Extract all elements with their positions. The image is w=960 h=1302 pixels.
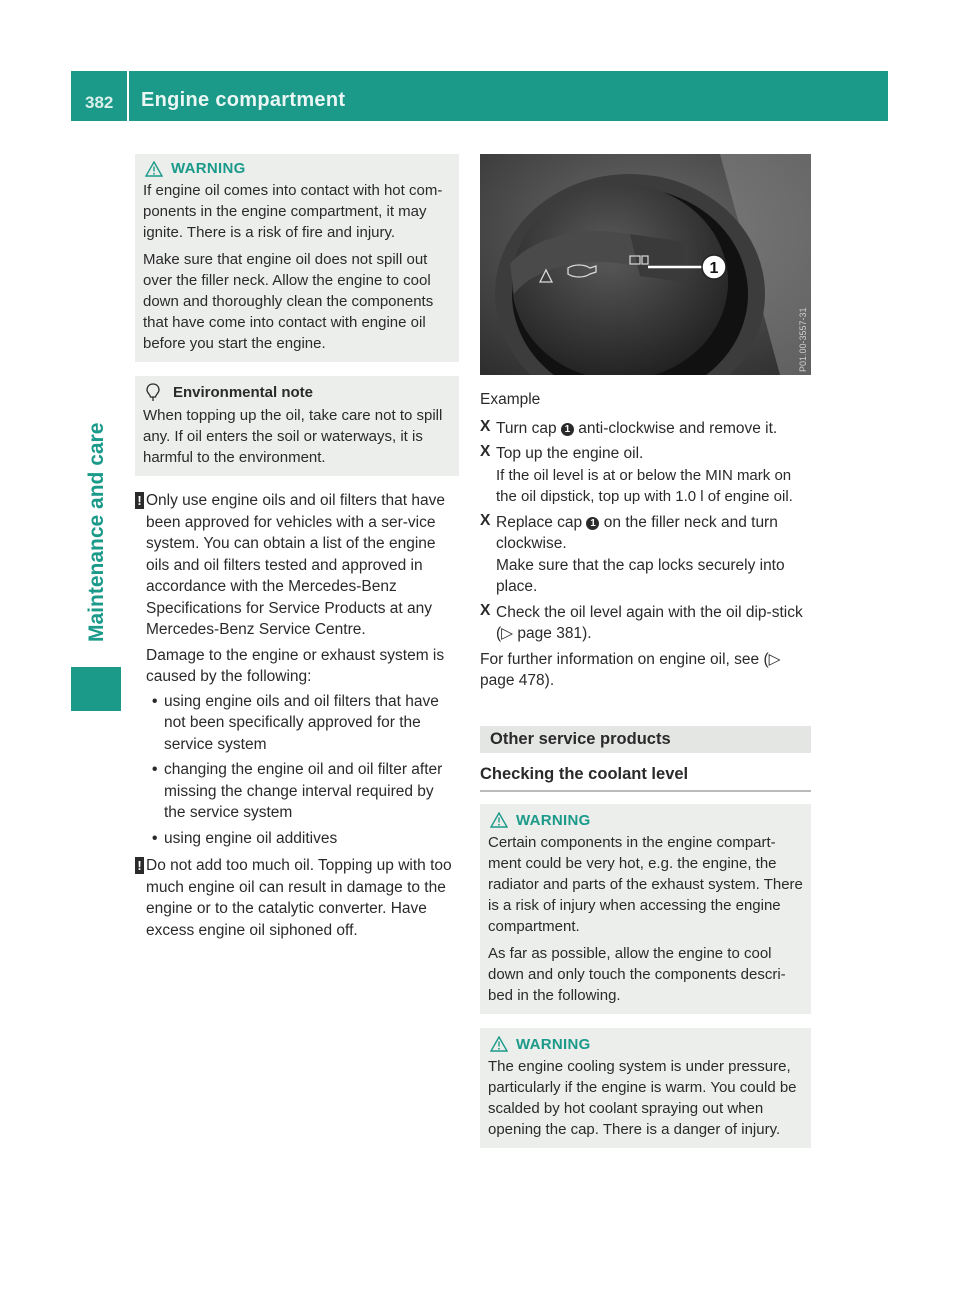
- sub-heading: Checking the coolant level: [480, 765, 811, 792]
- section-tab-marker: [71, 667, 121, 711]
- notice-overfill: [135, 855, 459, 941]
- page-number: 382: [85, 93, 114, 112]
- oil-filler-cap-photo: [480, 154, 811, 375]
- header-divider: [127, 71, 129, 121]
- warning-box-pressure: [480, 1028, 811, 1148]
- page-header: [71, 71, 888, 121]
- section-heading: Other service products: [480, 726, 811, 753]
- step-replace-cap: X Replace cap 1 on the filler neck and turn clockwise. Make sure that the cap locks securely into place.: [480, 511, 785, 595]
- page-ref-link[interactable]: page 381: [517, 625, 583, 642]
- warning-text-1: If engine oil comes into contact with hot com-ponents in the engine compartment, it may ignite. There is a risk of fire and injury.: [143, 182, 443, 241]
- lightbulb-icon: [145, 382, 161, 402]
- list-item: • changing the engine oil and oil filter after missing the change interval required by the service system: [152, 761, 443, 821]
- left-column: [135, 154, 459, 941]
- further-info: For further information on engine oil, see (▷ page 478).: [480, 650, 781, 689]
- notice-text-1: Only use engine oils and oil filters that have been approved for vehicles with a ser-vice system. You can obtain a list of the engine oils and oil filters tested and approved in accordance with the Mercedes-Benz Specifications for Service Products at any Mercedes-Benz Service Centre.: [146, 492, 445, 638]
- page-title: Engine compartment: [141, 89, 346, 111]
- warning-title: WARNING: [516, 1035, 591, 1053]
- warning-triangle-icon: [145, 161, 163, 177]
- warning-box-oil-fire: [135, 154, 459, 362]
- damage-cause-list: [146, 691, 459, 850]
- page-ref-triangle-icon: ▷: [768, 650, 781, 668]
- environmental-note-box: [135, 376, 459, 476]
- warning-text-2: As far as possible, allow the engine to cool down and only touch the components descri-bed in the following.: [488, 944, 786, 1004]
- step-check-level: X Check the oil level again with the oil dip-stick (▷ page 381).: [480, 601, 803, 642]
- warning-text: The engine cooling system is under pressure, particularly if the engine is warm. You could be scalded by hot coolant spraying out when opening the cap. There is a danger of injury.: [488, 1057, 797, 1138]
- notice-text-2: Damage to the engine or exhaust system is caused by the following:: [146, 646, 445, 685]
- notice-text: Do not add too much oil. Topping up with too much engine oil can result in damage to the engine or to the catalytic converter. Have excess engine oil siphoned off.: [146, 857, 452, 939]
- warning-text-1: Certain components in the engine compart-ment could be very hot, e.g. the engine, the radiator and parts of the exhaust system. There is a risk of injury when accessing the engine compartment.: [488, 833, 803, 935]
- warning-title: WARNING: [516, 811, 591, 829]
- warning-triangle-icon: [490, 1036, 508, 1052]
- right-column: [480, 154, 811, 1148]
- page-ref-triangle-icon: ▷: [501, 625, 514, 642]
- step-arrow-icon: X: [480, 511, 491, 529]
- warning-title: WARNING: [171, 160, 246, 177]
- instruction-steps: [480, 389, 811, 692]
- warning-box-hot-components: [480, 804, 811, 1014]
- notice-mark: !: [135, 492, 144, 509]
- callout-badge: 1: [561, 423, 574, 436]
- step-turn-cap: X Turn cap 1 anti-clockwise and remove it.: [480, 417, 778, 437]
- image-caption: Example: [480, 391, 541, 408]
- list-item: • using engine oils and oil filters that have not been specifically approved for the service system: [152, 692, 439, 753]
- page-ref-link[interactable]: page 478: [480, 672, 545, 689]
- step-arrow-icon: X: [480, 443, 491, 460]
- section-side-label: Maintenance and care: [85, 422, 108, 642]
- list-item: • using engine oil additives: [152, 829, 338, 847]
- environmental-note-title: Environmental note: [173, 383, 314, 401]
- environmental-note-text: When topping up the oil, take care not to spill any. If oil enters the soil or waterways, it is harmful to the environment.: [143, 407, 443, 466]
- callout-badge: 1: [586, 517, 599, 530]
- image-code: P01.00-3557-31: [798, 307, 808, 372]
- step-arrow-icon: X: [480, 601, 491, 619]
- warning-triangle-icon: [490, 812, 508, 828]
- notice-approved-oils: [135, 490, 459, 849]
- notice-mark: !: [135, 857, 144, 874]
- step-arrow-icon: X: [480, 417, 491, 435]
- image-callout-label: 1: [709, 260, 719, 277]
- warning-text-2: Make sure that engine oil does not spill out over the filler neck. Allow the engine to cool down and thoroughly clean the components that have come into contact with engine oil before you start the engine.: [143, 251, 434, 352]
- step-top-up: X Top up the engine oil. If the oil level is at or below the MIN mark on the oil dipstick, top up with 1.0 l of engine oil.: [480, 443, 793, 505]
